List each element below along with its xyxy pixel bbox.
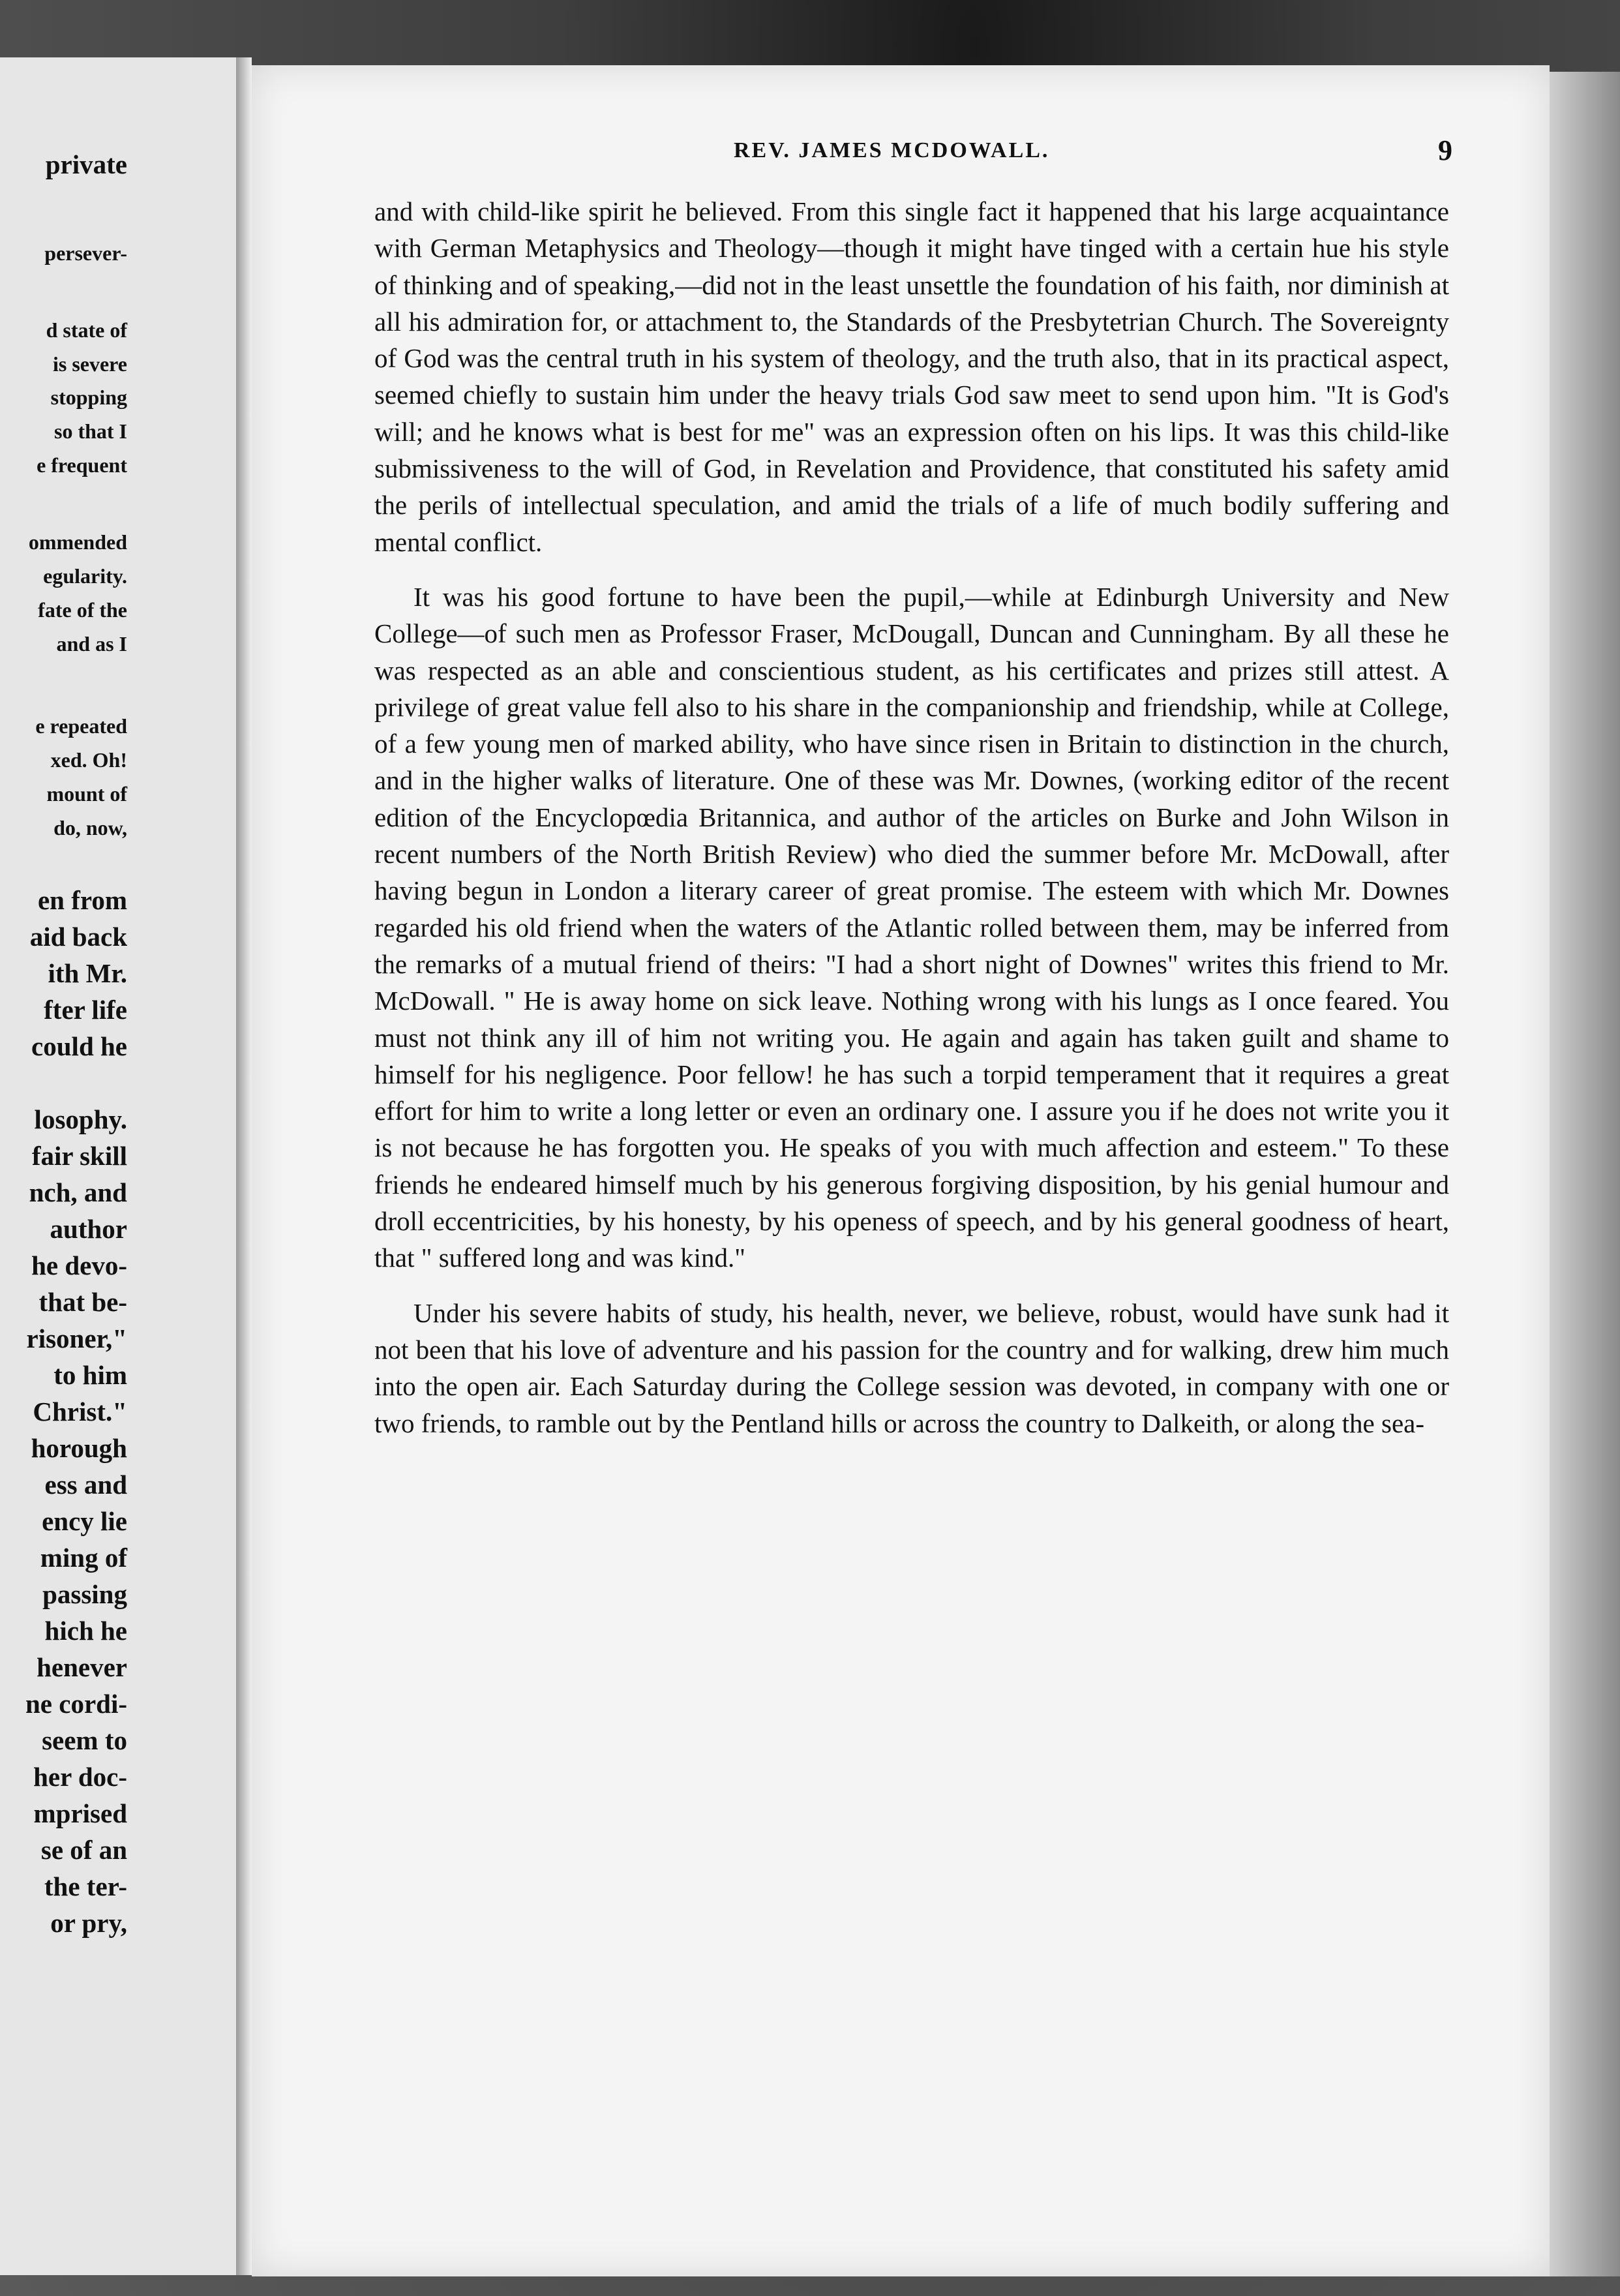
left-page-fragment: and as I xyxy=(56,632,127,656)
left-page-fragment: ommended xyxy=(28,530,127,554)
left-page-fragment: is severe xyxy=(52,352,127,376)
left-page-fragment: passing xyxy=(42,1579,127,1609)
left-page-fragment: fate of the xyxy=(38,598,127,622)
left-page-fragment: could he xyxy=(31,1031,127,1061)
running-title: REV. JAMES MCDOWALL. xyxy=(734,138,1050,162)
left-page-fragment: mount of xyxy=(46,782,127,806)
page-number: 9 xyxy=(1438,134,1452,166)
left-page-fragment: the ter- xyxy=(44,1871,127,1901)
left-page-fragment: or pry, xyxy=(50,1908,127,1938)
left-page-fragment: nch, and xyxy=(29,1177,127,1207)
paragraph: and with child-like spirit he believed. From this single fact it happened that his large acquaintance with German Metaphysics and Theology—though it might have tinged with a certain hue his style of thinking and of speaking,—did not in the least unsettle the foundation of his faith, nor diminish at all his admiration for, or attachment to, the Standards of the Presbytetrian Church. The Sovereignty of God was the central truth in his system of theology, and the truth also, that in its practical aspect, seemed chiefly to sustain him under the heavy trials God saw meet to send upon him. "It is God's will; and he knows what is best for me" was an expression often on his lips. It was this child-like submissiveness to the will of God, in Revelation and Providence, that constituted his safety amid the perils of intellectual speculation, and amid the trials of a life of much bodily suffering and mental conflict. xyxy=(374,196,1449,557)
left-page-fragment: he devo- xyxy=(31,1250,127,1280)
left-page-fragment: e repeated xyxy=(35,714,127,738)
left-page-fragment: se of an xyxy=(40,1835,127,1865)
book-gutter xyxy=(236,57,252,2275)
left-page-fragment: henever xyxy=(37,1652,127,1682)
left-page-fragment: hich he xyxy=(44,1616,127,1646)
body-text xyxy=(374,193,1449,1442)
left-page-fragment: fter life xyxy=(44,995,127,1025)
left-page-fragment: aid back xyxy=(29,922,127,952)
left-page-fragment: d state of xyxy=(46,318,127,342)
left-page-fragment: seem to xyxy=(42,1725,127,1755)
left-page-fragment: ne cordi- xyxy=(25,1689,127,1719)
left-page-fragment: mprised xyxy=(33,1798,127,1828)
left-page-fragment: stopping xyxy=(50,385,127,409)
left-page-fragment: e frequent xyxy=(37,453,127,477)
left-page-fragment: egularity. xyxy=(43,564,127,588)
paragraph: Under his severe habits of study, his health, never, we believe, robust, would have sunk had it not been that his love of adventure and his passion for the country and for walking, drew him much into the open air. Each Saturday during the College session was devoted, in company with one or two friends, to ramble out by the Pentland hills or across the country to Dalkeith, or along the sea- xyxy=(374,1297,1449,1438)
left-page xyxy=(0,57,240,2275)
left-page-fragment: losophy. xyxy=(34,1104,127,1134)
page-edge xyxy=(1550,72,1620,2276)
left-page-fragment: that be- xyxy=(38,1287,127,1317)
left-page-fragment: ming of xyxy=(40,1543,127,1573)
left-page-fragment: fair skill xyxy=(31,1141,127,1171)
left-page-fragment: ess and xyxy=(44,1470,127,1500)
paragraph: It was his good fortune to have been the pupil,—while at Edinburgh University and New College—of such men as Professor Fraser, McDougall, Duncan and Cunningham. By all these he was respected as an able and conscientious student, as his certificates and prizes still attest. A privilege of great value fell also to his share in the companionship and friendship, while at College, of a few young men of marked ability, who have since risen in Britain to distinction in the church, and in the higher walks of literature. One of these was Mr. Downes, (working editor of the recent edition of the Encyclopœdia Britannica, and author of the articles on Burke and John Wilson in recent numbers of the North British Review) who died the summer before Mr. McDowall, after having begun in London a literary career of great promise. The esteem with which Mr. Downes regarded his old friend when the waters of the Atlantic rolled between them, may be inferred from the remarks of a mutual friend of theirs: "I had a short night of Downes" writes this friend to Mr. McDowall. " He is away home on sick leave. Nothing wrong with his lungs as I once feared. You must not think any ill of him not writing you. He again and again has taken guilt and shame to himself for his negligence. Poor fellow! he has such a torpid temperament that it requires a great effort for him to write a long letter or even an ordinary one. I assure you if he does not write you it is not because he has forgotten you. He speaks of you with much affection and esteem." To these friends he endeared himself much by his generous forgiving disposition, by his genial humour and droll eccentricities, by his honesty, by his openess of speech, and by his general goodness of heart, that " suffered long and was kind." xyxy=(374,581,1449,1273)
left-page-fragment: ith Mr. xyxy=(48,958,127,988)
left-page-fragment: do, now, xyxy=(53,816,127,839)
left-page-fragment: xed. Oh! xyxy=(50,748,127,772)
left-page-fragment: ency lie xyxy=(42,1506,127,1536)
left-page-fragment: private xyxy=(45,149,127,179)
left-page-fragment: risoner," xyxy=(26,1323,127,1353)
left-page-fragment: Christ." xyxy=(33,1397,127,1427)
left-page-fragment: so that I xyxy=(53,419,127,443)
left-page-fragment: en from xyxy=(37,885,127,915)
left-page-fragment: her doc- xyxy=(33,1762,127,1792)
left-page-fragment: to him xyxy=(53,1360,127,1390)
left-page-fragment: horough xyxy=(31,1433,127,1463)
left-page-fragment: author xyxy=(50,1214,127,1244)
left-page-fragment: persever- xyxy=(44,241,127,265)
